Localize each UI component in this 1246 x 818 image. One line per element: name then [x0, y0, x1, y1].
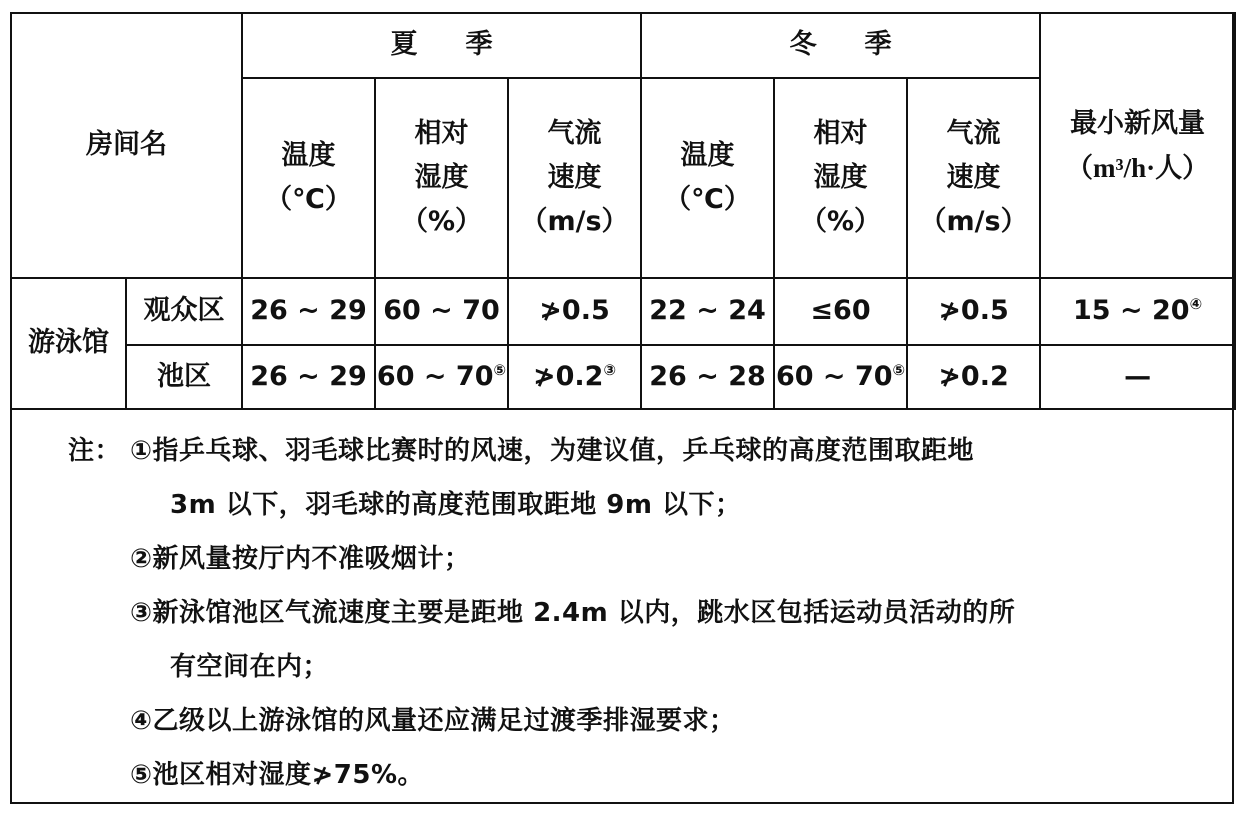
air-line2: 速度	[946, 162, 1001, 193]
note-ref: ③	[603, 360, 617, 379]
air-unit: （m/s）	[520, 206, 629, 237]
air-line2: 速度	[547, 162, 602, 193]
summer-temp-cell: 26 ~ 29	[242, 278, 375, 345]
note-1-line-1: ①指乒乓球、羽毛球比赛时的风速，为建议值，乒乓球的高度范围取距地	[130, 436, 975, 466]
winter-temp-cell: 26 ~ 28	[641, 345, 774, 409]
rh-unit: （%）	[800, 206, 882, 237]
winter-rh-value: ≤60	[810, 295, 871, 327]
temp-label: 温度	[281, 140, 336, 171]
rh-unit: （%）	[400, 206, 483, 237]
note-ref: ④	[1189, 295, 1203, 314]
fresh-air-value: —	[1124, 360, 1152, 392]
rh-line2: 湿度	[813, 162, 868, 193]
summer-temp-cell: 26 ~ 29	[242, 345, 375, 409]
note-3-line-1: ③新泳馆池区气流速度主要是距地 2.4m 以内，跳水区包括运动员活动的所	[130, 598, 1016, 628]
note-1-line-2: 3m 以下，羽毛球的高度范围取距地 9m 以下；	[170, 490, 742, 520]
note-5: ⑤池区相对湿度≯75%。	[130, 760, 425, 790]
header-min-fresh-air-unit: （m³/h·人）	[1066, 152, 1210, 183]
temp-label: 温度	[680, 140, 735, 171]
summer-rh-value: 60 ~ 70	[376, 360, 494, 392]
header-winter: 冬季	[641, 13, 1040, 78]
header-summer: 夏季	[242, 13, 641, 78]
winter-temp-cell: 22 ~ 24	[641, 278, 774, 345]
temp-unit: （℃）	[265, 184, 352, 215]
winter-rh-value: 60 ~ 70	[775, 360, 893, 392]
note-4: ④乙级以上游泳馆的风量还应满足过渡季排湿要求；	[130, 706, 736, 736]
group-name-cell: 游泳馆	[11, 278, 126, 409]
air-unit: （m/s）	[919, 206, 1028, 237]
fresh-air-value: 15 ~ 20	[1072, 295, 1190, 327]
air-line1: 气流	[547, 118, 602, 149]
rh-line1: 相对	[414, 118, 469, 149]
note-ref: ⑤	[493, 360, 507, 379]
air-line1: 气流	[946, 118, 1001, 149]
note-3-line-2: 有空间在内；	[170, 652, 330, 682]
note-2: ②新风量按厅内不准吸烟计；	[130, 544, 471, 574]
notes-section	[10, 410, 1234, 804]
winter-air-cell: ≯0.2	[907, 345, 1040, 409]
zone-cell: 池区	[126, 345, 242, 409]
summer-air-value: ≯0.2	[533, 360, 604, 392]
header-min-fresh-air-label: 最小新风量	[1070, 107, 1206, 139]
note-ref: ⑤	[892, 360, 906, 379]
rh-line2: 湿度	[414, 162, 469, 193]
rh-line1: 相对	[813, 118, 868, 149]
summer-rh-value: 60 ~ 70	[383, 295, 500, 327]
zone-cell: 观众区	[126, 278, 242, 345]
winter-air-cell: ≯0.5	[907, 278, 1040, 345]
temp-unit: （℃）	[664, 184, 751, 215]
summer-air-value: ≯0.5	[539, 295, 610, 327]
header-room-name: 房间名	[11, 13, 242, 278]
notes-prefix: 注：	[68, 436, 122, 466]
